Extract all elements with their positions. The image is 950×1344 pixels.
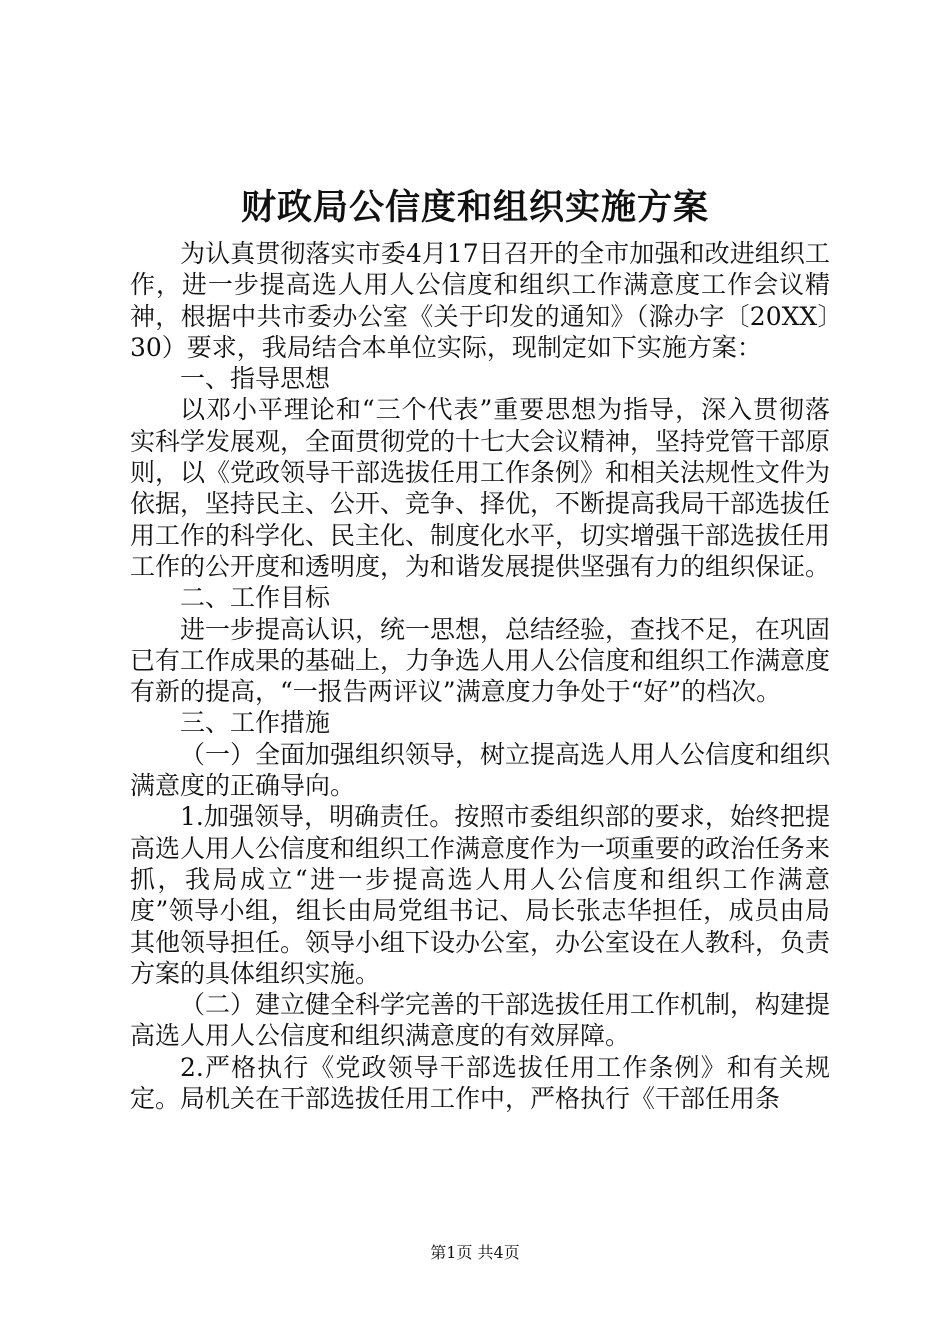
page-footer: [0, 1242, 950, 1264]
guiding-ideology-paragraph: 以邓小平理论和“三个代表”重要思想为指导，深入贯彻落实科学发展观，全面贯彻党的十七大会议精神，坚持党管干部原则，以《党政领导干部选拔任用工作条例》和相关法规性文件为依据，坚持民主、公开、竞争、择优，不断提高我局干部选拔任用工作的科学化、民主化、制度化水平，切实增强干部选拔任用工作的公开度和透明度，为和谐发展提供坚强有力的组织保证。: [130, 395, 831, 581]
section-heading-work-measures: 三、工作措施: [180, 708, 331, 738]
page-number: 第1页: [430, 1243, 473, 1262]
measure-subheading-1: （一）全面加强组织领导，树立提高选人用人公信度和组织满意度的正确导向。: [130, 739, 831, 801]
section-heading-guiding-ideology: 一、指导思想: [180, 364, 331, 394]
measure-item-2: 2.严格执行《党政领导干部选拔任用工作条例》和有关规定。局机关在干部选拔任用工作中，严格执行《干部任用条: [130, 1052, 830, 1114]
work-goals-paragraph: 进一步提高认识，统一思想，总结经验，查找不足，在巩固已有工作成果的基础上，力争选人用人公信度和组织工作满意度有新的提高，“一报告两评议”满意度力争处于“好”的档次。: [130, 614, 831, 707]
page-total: 共4页: [477, 1243, 520, 1262]
section-heading-work-goals: 二、工作目标: [180, 583, 331, 613]
document-title: 财政局公信度和组织实施方案: [240, 187, 709, 228]
intro-paragraph: 为认真贯彻落实市委4月17日召开的全市加强和改进组织工作，进一步提高选人用人公信度和组织工作满意度工作会议精神，根据中共市委办公室《关于印发的通知》（滁办字〔20XX〕30）要求，我局结合本单位实际，现制定如下实施方案：: [130, 239, 830, 362]
measure-item-1: 1.加强领导，明确责任。按照市委组织部的要求，始终把提高选人用人公信度和组织工作满意度作为一项重要的政治任务来抓，我局成立“进一步提高选人用人公信度和组织工作满意度”领导小组，组长由局党组书记、局长张志华担任，成员由局其他领导担任。领导小组下设办公室，办公室设在人教科，负责方案的具体组织实施。: [130, 802, 831, 988]
document-body: [130, 238, 830, 1114]
measure-subheading-2: （二）建立健全科学完善的干部选拔任用工作机制，构建提高选人用人公信度和组织满意度的有效屏障。: [130, 990, 831, 1051]
